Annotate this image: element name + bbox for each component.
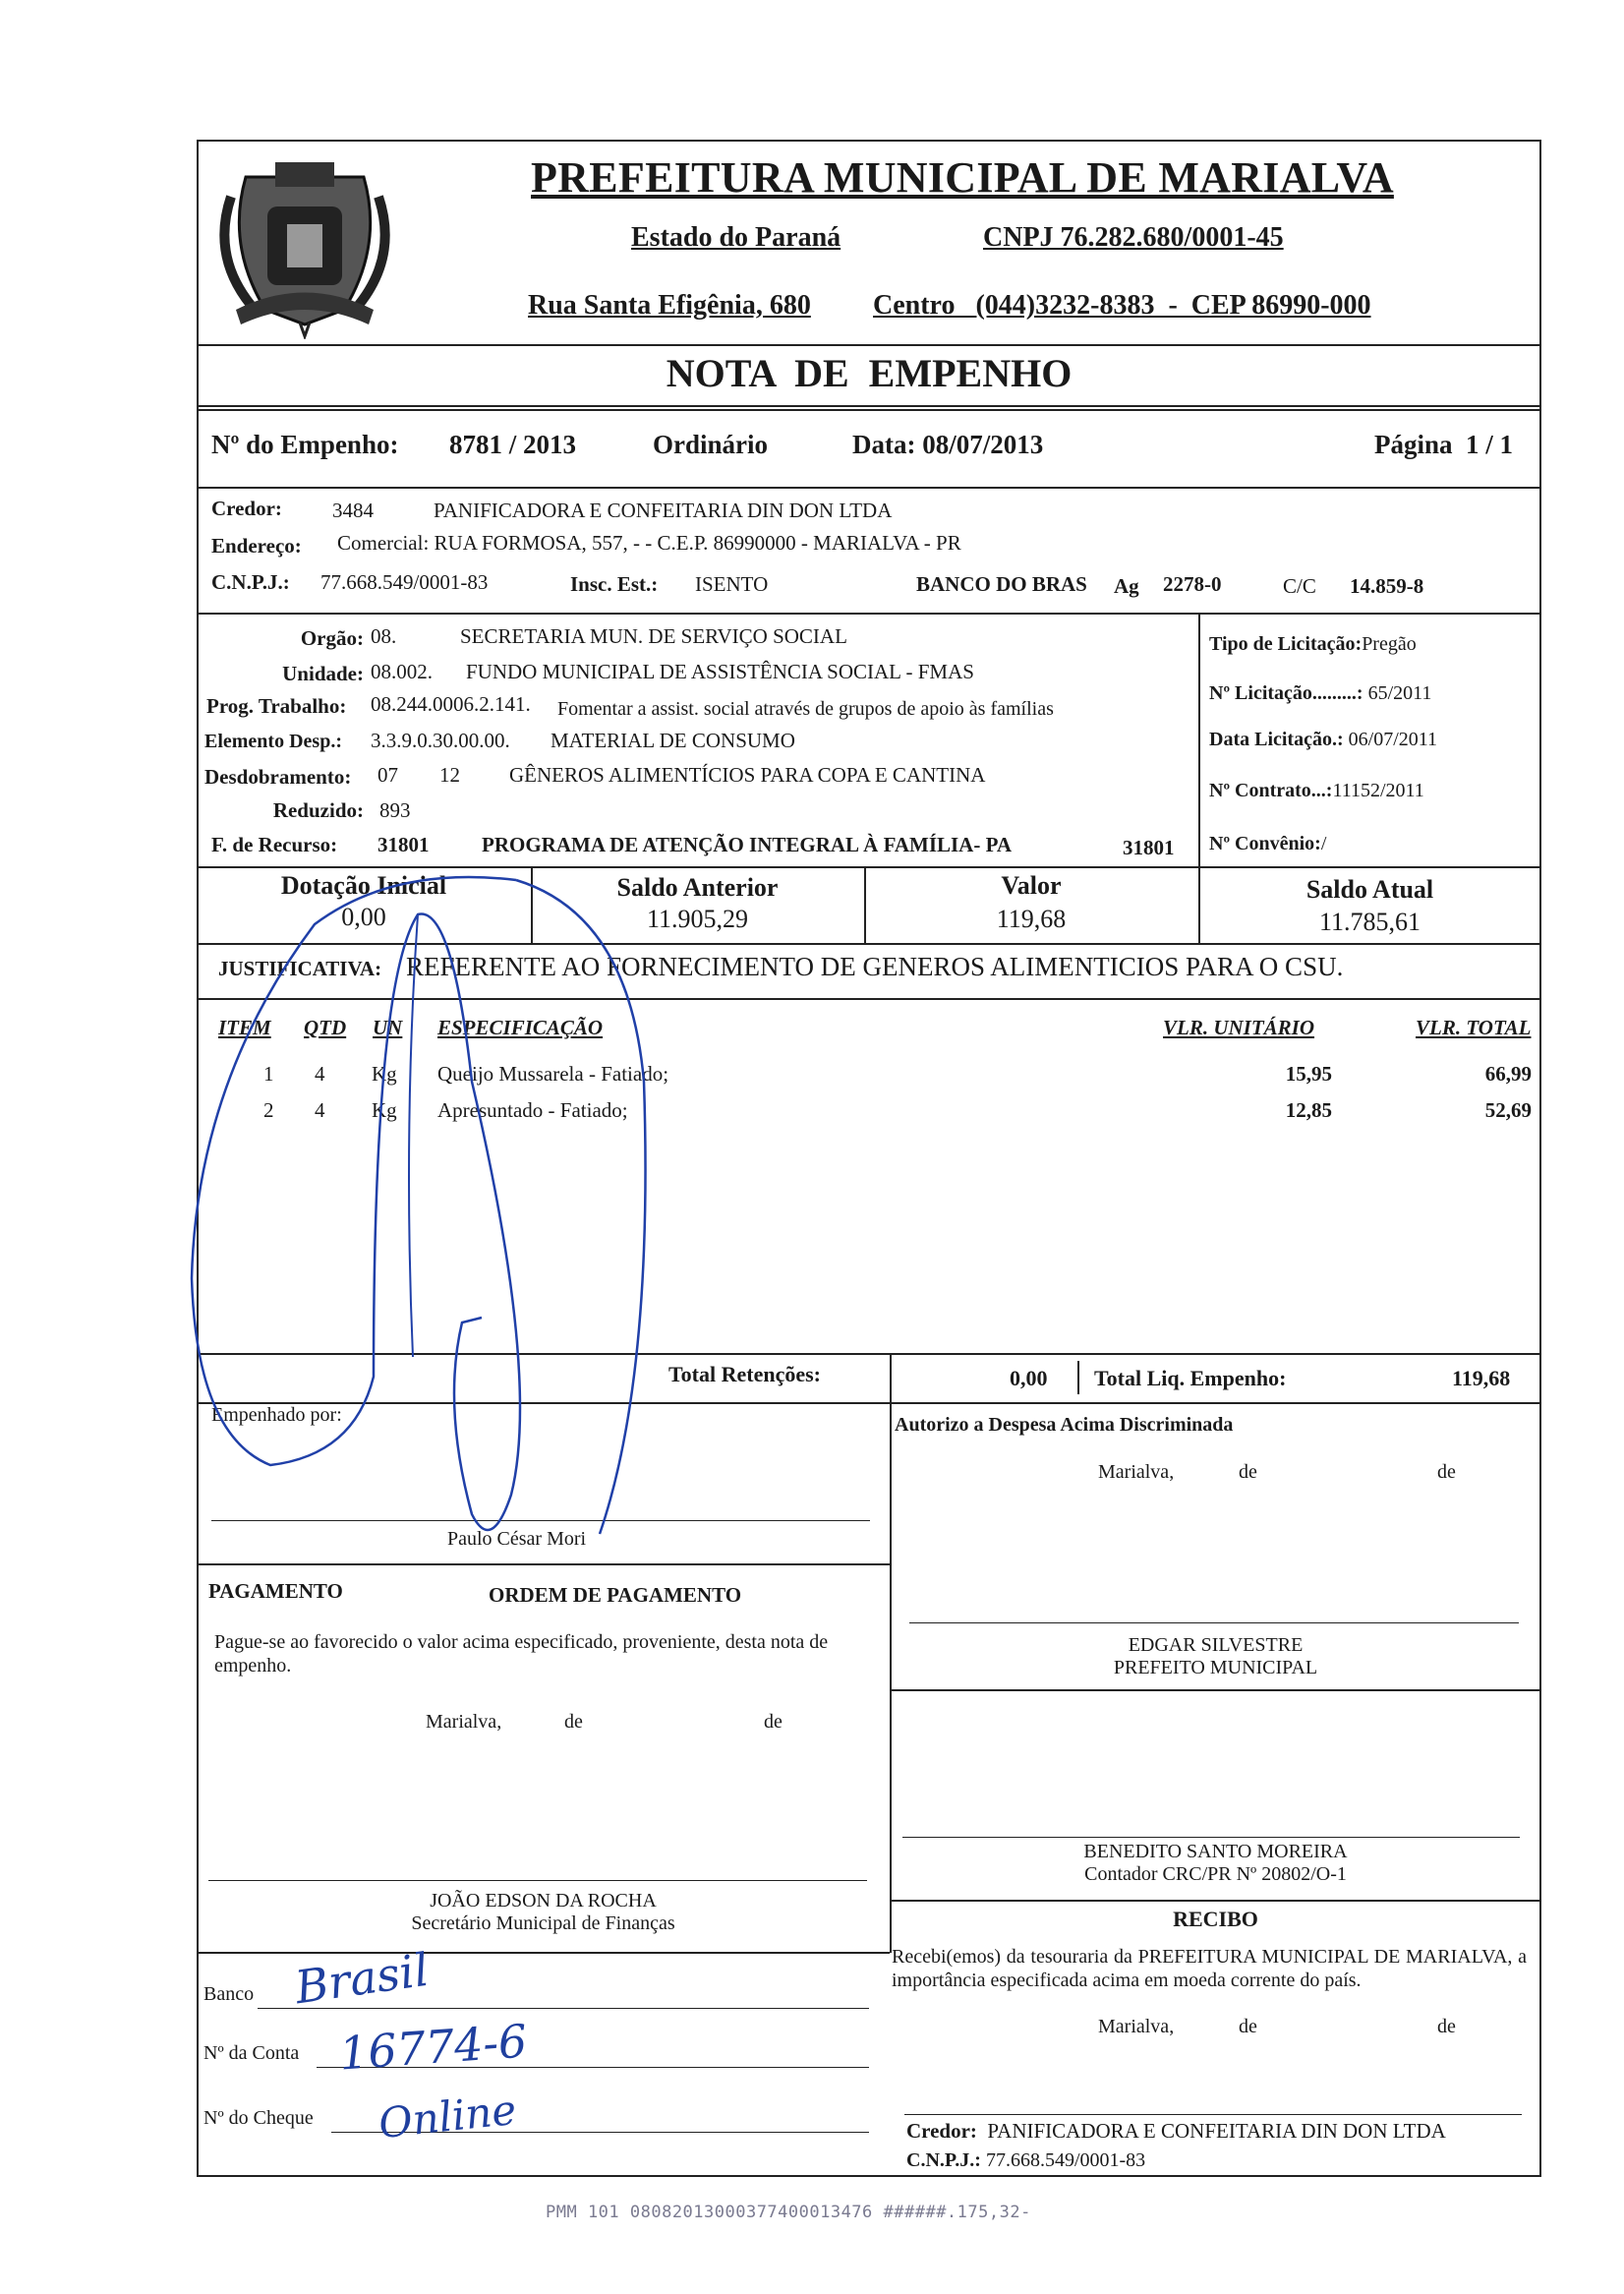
credor-address: Comercial: RUA FORMOSA, 557, - - C.E.P. 86990000 - MARIALVA - PR <box>337 531 961 555</box>
saldo-atual-label: Saldo Atual <box>1305 875 1434 904</box>
dotacao-value: 0,00 <box>341 903 386 931</box>
elemento-code: 3.3.9.0.30.00.00. <box>371 729 510 752</box>
insc-value: ISENTO <box>695 572 769 596</box>
cc-value: 14.859-8 <box>1350 574 1424 598</box>
autorizo-label: Autorizo a Despesa Acima Discriminada <box>895 1414 1234 1436</box>
contador-role: Contador CRC/PR Nº 20802/O-1 <box>1084 1863 1347 1885</box>
empenho-number: 8781 / 2013 <box>449 430 577 459</box>
prog-label: Prog. Trabalho: <box>206 694 347 718</box>
recibo-credor: Credor: PANIFICADORA E CONFEITARIA DIN DON LTDA <box>906 2119 1446 2143</box>
secretario-role: Secretário Municipal de Finanças <box>411 1912 675 1934</box>
items-header-un: UN <box>373 1016 403 1039</box>
unidade-name: FUNDO MUNICIPAL DE ASSISTÊNCIA SOCIAL - FMAS <box>466 660 974 683</box>
table-row: 2 4 Kg Apresuntado - Fatiado; 12,85 52,69 <box>263 1098 1532 1122</box>
saldo-atual-value: 11.785,61 <box>1318 908 1421 936</box>
recibo-title: RECIBO <box>1173 1907 1258 1931</box>
banco-label: Banco <box>203 1983 255 2005</box>
recibo-de1: de <box>1239 2016 1257 2037</box>
empenhado-label: Empenhado por: <box>211 1404 342 1426</box>
recurso-code: 31801 <box>377 833 430 856</box>
autorizo-de2: de <box>1437 1461 1456 1483</box>
empenho-type: Ordinário <box>653 430 769 459</box>
footer-code: PMM 101 08082013000377400013476 ######.175,32- <box>546 2203 1031 2222</box>
autorizo-de1: de <box>1239 1461 1257 1483</box>
liquido-value: 119,68 <box>1452 1366 1511 1390</box>
credor-name: PANIFICADORA E CONFEITARIA DIN DON LTDA <box>434 499 893 522</box>
elemento-label: Elemento Desp.: <box>204 731 342 752</box>
valor-label: Valor <box>1001 871 1062 900</box>
recibo-text: Recebi(emos) da tesouraria da PREFEITURA MUNICIPAL DE MARIALVA, a importância especificada acima em moeda corrente do país. <box>892 1946 1527 1991</box>
ag-value: 2278-0 <box>1163 572 1222 596</box>
desdobramento-code1: 07 <box>377 763 398 787</box>
recibo-de2: de <box>1437 2016 1456 2037</box>
retencoes-label: Total Retenções: <box>668 1362 821 1386</box>
licitacao-data-label: Data Licitação.: 06/07/2011 <box>1209 729 1438 750</box>
pagamento-de2: de <box>764 1711 783 1733</box>
items-header-item: ITEM <box>218 1016 271 1039</box>
valor-value: 119,68 <box>996 905 1067 933</box>
retencoes-value: 0,00 <box>1010 1366 1048 1390</box>
desdobramento-code2: 12 <box>439 763 460 787</box>
handwritten-banco: Brasil <box>291 1942 433 2015</box>
saldo-anterior-label: Saldo Anterior <box>616 873 779 902</box>
dotacao-label: Dotação Inicial <box>280 871 447 900</box>
licitacao-tipo-label: Tipo de Licitação:Pregão <box>1209 633 1417 655</box>
empenho-page: Página 1 / 1 <box>1374 430 1514 459</box>
address-label: Endereço: <box>211 534 302 558</box>
empenhado-name: Paulo César Mori <box>447 1528 587 1550</box>
unidade-code: 08.002. <box>371 660 433 683</box>
handwritten-conta: 16774-6 <box>337 2014 529 2081</box>
ag-label: Ag <box>1114 574 1139 598</box>
licitacao-numero-label: Nº Licitação.........: 65/2011 <box>1209 682 1432 704</box>
header-cnpj: CNPJ 76.282.680/0001-45 <box>983 222 1284 253</box>
credor-code: 3484 <box>332 499 374 522</box>
recibo-city: Marialva, <box>1098 2016 1175 2037</box>
table-row: 1 4 Kg Queijo Mussarela - Fatiado; 15,95 66,99 <box>263 1062 1532 1086</box>
items-header-unit: VLR. UNITÁRIO <box>1163 1016 1315 1039</box>
autorizo-city: Marialva, <box>1098 1461 1175 1483</box>
contador-name: BENEDITO SANTO MOREIRA <box>1083 1841 1348 1862</box>
pagamento-text: Pague-se ao favorecido o valor acima especificado, proveniente, desta nota de empenho. <box>214 1631 829 1676</box>
unidade-label: Unidade: <box>282 662 364 685</box>
handwritten-cheque: Online <box>376 2085 519 2148</box>
orgao-label: Orgão: <box>300 626 364 650</box>
licitacao-convenio-label: Nº Convênio:/ <box>1209 833 1327 854</box>
empenho-number-label: Nº do Empenho: <box>211 430 399 459</box>
secretario-name: JOÃO EDSON DA ROCHA <box>430 1890 657 1912</box>
items-header-total: VLR. TOTAL <box>1416 1016 1532 1039</box>
liquido-label: Total Liq. Empenho: <box>1094 1366 1287 1390</box>
recurso-label: F. de Recurso: <box>211 833 338 856</box>
cc-label: C/C <box>1283 574 1316 598</box>
pagamento-label: PAGAMENTO <box>208 1579 343 1603</box>
recurso-name: PROGRAMA DE ATENÇÃO INTEGRAL À FAMÍLIA- PA <box>482 833 1013 856</box>
header-state: Estado do Paraná <box>631 222 841 253</box>
prefeito-role: PREFEITO MUNICIPAL <box>1113 1657 1318 1678</box>
cnpj-label: C.N.P.J.: <box>211 570 290 594</box>
ordem-pagamento-label: ORDEM DE PAGAMENTO <box>489 1583 742 1607</box>
orgao-code: 08. <box>371 624 397 648</box>
licitacao-contrato-label: Nº Contrato...:11152/2011 <box>1209 780 1424 801</box>
justificativa-text: REFERENTE AO FORNECIMENTO DE GENEROS ALIMENTICIOS PARA O CSU. <box>406 952 1344 981</box>
conta-label: Nº da Conta <box>203 2042 300 2064</box>
pagamento-de1: de <box>564 1711 583 1733</box>
items-header-qtd: QTD <box>304 1016 347 1039</box>
desdobramento-label: Desdobramento: <box>204 765 352 789</box>
orgao-name: SECRETARIA MUN. DE SERVIÇO SOCIAL <box>460 624 847 648</box>
prefeito-name: EDGAR SILVESTRE <box>1128 1634 1304 1656</box>
insc-label: Insc. Est.: <box>570 572 659 596</box>
recurso-code2: 31801 <box>1123 836 1175 859</box>
pagamento-city: Marialva, <box>426 1711 502 1733</box>
credor-cnpj: 77.668.549/0001-83 <box>320 570 489 594</box>
cheque-label: Nº do Cheque <box>203 2107 314 2129</box>
elemento-name: MATERIAL DE CONSUMO <box>551 729 795 752</box>
empenho-date: Data: 08/07/2013 <box>852 430 1044 459</box>
reduzido-label: Reduzido: <box>272 798 364 822</box>
saldo-anterior-value: 11.905,29 <box>646 905 749 933</box>
items-header-spec: ESPECIFICAÇÃO <box>437 1016 604 1039</box>
desdobramento-name: GÊNEROS ALIMENTÍCIOS PARA COPA E CANTINA <box>509 763 986 787</box>
credor-label: Credor: <box>211 497 282 520</box>
justificativa-label: JUSTIFICATIVA: <box>218 957 382 980</box>
recibo-cnpj: C.N.P.J.: 77.668.549/0001-83 <box>906 2149 1146 2171</box>
prog-name: Fomentar a assist. social através de grupos de apoio às famílias <box>557 698 1054 720</box>
prog-code: 08.244.0006.2.141. <box>371 692 531 716</box>
header-phone: Centro (044)3232-8383 - CEP 86990-000 <box>873 290 1371 321</box>
reduzido-value: 893 <box>379 798 411 822</box>
coat-of-arms-seal <box>206 147 403 339</box>
bank-name: BANCO DO BRAS <box>916 572 1087 596</box>
document-title: NOTA DE EMPENHO <box>666 351 1073 395</box>
header-title: PREFEITURA MUNICIPAL DE MARIALVA <box>531 153 1394 202</box>
header-address: Rua Santa Efigênia, 680 <box>528 290 811 321</box>
